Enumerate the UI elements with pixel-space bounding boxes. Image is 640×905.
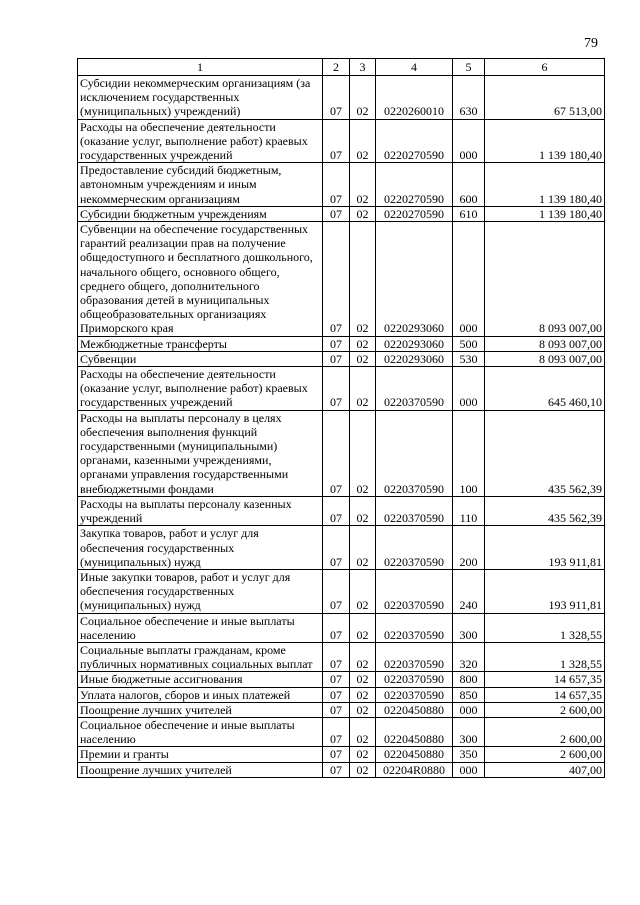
line-item-name: Социальное обеспечение и иные выплаты населению	[78, 717, 323, 746]
table-row	[78, 687, 605, 702]
expense-type-code: 500	[453, 336, 485, 351]
expense-type-code: 610	[453, 206, 485, 221]
target-article-code: 02204R0880	[376, 762, 453, 777]
line-item-name: Предоставление субсидий бюджетным, автономным учреждениям и иным некоммерческим организациям	[78, 163, 323, 207]
amount: 8 093 007,00	[485, 336, 605, 351]
amount: 67 513,00	[485, 76, 605, 120]
table-row	[78, 76, 605, 120]
amount: 193 911,81	[485, 526, 605, 570]
amount: 1 139 180,40	[485, 206, 605, 221]
amount: 193 911,81	[485, 569, 605, 613]
subsection-code: 02	[350, 119, 376, 163]
table-row	[78, 569, 605, 613]
table-row	[78, 496, 605, 525]
subsection-code: 02	[350, 163, 376, 207]
line-item-name: Расходы на обеспечение деятельности (оказание услуг, выполнение работ) краевых государственных учреждений	[78, 119, 323, 163]
section-code: 07	[323, 526, 350, 570]
column-header: 6	[485, 59, 605, 76]
target-article-code: 0220370590	[376, 569, 453, 613]
expense-type-code: 300	[453, 613, 485, 642]
column-header: 2	[323, 59, 350, 76]
line-item-name: Расходы на выплаты персоналу казенных учреждений	[78, 496, 323, 525]
expense-type-code: 000	[453, 119, 485, 163]
table-row	[78, 642, 605, 671]
section-code: 07	[323, 569, 350, 613]
section-code: 07	[323, 76, 350, 120]
section-code: 07	[323, 747, 350, 762]
target-article-code: 0220370590	[376, 613, 453, 642]
subsection-code: 02	[350, 222, 376, 337]
target-article-code: 0220370590	[376, 526, 453, 570]
expense-type-code: 200	[453, 526, 485, 570]
expense-type-code: 630	[453, 76, 485, 120]
section-code: 07	[323, 163, 350, 207]
target-article-code: 0220370590	[376, 642, 453, 671]
target-article-code: 0220293060	[376, 222, 453, 337]
amount: 407,00	[485, 762, 605, 777]
subsection-code: 02	[350, 762, 376, 777]
line-item-name: Поощрение лучших учителей	[78, 702, 323, 717]
target-article-code: 0220270590	[376, 119, 453, 163]
line-item-name: Субсидии бюджетным учреждениям	[78, 206, 323, 221]
table-row	[78, 119, 605, 163]
table-row	[78, 672, 605, 687]
amount: 14 657,35	[485, 687, 605, 702]
expense-type-code: 600	[453, 163, 485, 207]
table-row	[78, 367, 605, 411]
section-code: 07	[323, 717, 350, 746]
expense-type-code: 240	[453, 569, 485, 613]
subsection-code: 02	[350, 613, 376, 642]
page-number: 79	[584, 36, 598, 51]
line-item-name: Иные бюджетные ассигнования	[78, 672, 323, 687]
line-item-name: Закупка товаров, работ и услуг для обеспечения государственных (муниципальных) нужд	[78, 526, 323, 570]
expense-type-code: 300	[453, 717, 485, 746]
subsection-code: 02	[350, 496, 376, 525]
section-code: 07	[323, 410, 350, 496]
table-row	[78, 747, 605, 762]
expense-type-code: 000	[453, 762, 485, 777]
table-row	[78, 336, 605, 351]
target-article-code: 0220370590	[376, 687, 453, 702]
column-header: 5	[453, 59, 485, 76]
target-article-code: 0220370590	[376, 496, 453, 525]
expense-type-code: 800	[453, 672, 485, 687]
expense-type-code: 320	[453, 642, 485, 671]
subsection-code: 02	[350, 336, 376, 351]
target-article-code: 0220370590	[376, 410, 453, 496]
line-item-name: Премии и гранты	[78, 747, 323, 762]
section-code: 07	[323, 762, 350, 777]
subsection-code: 02	[350, 367, 376, 411]
target-article-code: 0220293060	[376, 351, 453, 366]
amount: 1 139 180,40	[485, 163, 605, 207]
section-code: 07	[323, 702, 350, 717]
line-item-name: Иные закупки товаров, работ и услуг для обеспечения государственных (муниципальных) нужд	[78, 569, 323, 613]
section-code: 07	[323, 206, 350, 221]
amount: 8 093 007,00	[485, 222, 605, 337]
subsection-code: 02	[350, 206, 376, 221]
target-article-code: 0220450880	[376, 747, 453, 762]
table-row	[78, 762, 605, 777]
header-row	[78, 59, 605, 76]
table-row	[78, 163, 605, 207]
table-body	[78, 76, 605, 778]
subsection-code: 02	[350, 717, 376, 746]
table-row	[78, 410, 605, 496]
amount: 1 328,55	[485, 642, 605, 671]
section-code: 07	[323, 613, 350, 642]
target-article-code: 0220293060	[376, 336, 453, 351]
table-row	[78, 222, 605, 337]
section-code: 07	[323, 336, 350, 351]
column-header: 1	[78, 59, 323, 76]
subsection-code: 02	[350, 526, 376, 570]
amount: 1 328,55	[485, 613, 605, 642]
line-item-name: Субсидии некоммерческим организациям (за исключением государственных (муниципальных) учреждений)	[78, 76, 323, 120]
subsection-code: 02	[350, 351, 376, 366]
section-code: 07	[323, 672, 350, 687]
section-code: 07	[323, 351, 350, 366]
table-row	[78, 526, 605, 570]
target-article-code: 0220270590	[376, 163, 453, 207]
expense-type-code: 350	[453, 747, 485, 762]
line-item-name: Уплата налогов, сборов и иных платежей	[78, 687, 323, 702]
subsection-code: 02	[350, 642, 376, 671]
line-item-name: Субвенции	[78, 351, 323, 366]
table-row	[78, 717, 605, 746]
subsection-code: 02	[350, 687, 376, 702]
section-code: 07	[323, 222, 350, 337]
target-article-code: 0220260010	[376, 76, 453, 120]
amount: 8 093 007,00	[485, 351, 605, 366]
subsection-code: 02	[350, 76, 376, 120]
table-row	[78, 206, 605, 221]
amount: 14 657,35	[485, 672, 605, 687]
table-row	[78, 613, 605, 642]
expense-type-code: 100	[453, 410, 485, 496]
expense-type-code: 850	[453, 687, 485, 702]
section-code: 07	[323, 496, 350, 525]
section-code: 07	[323, 119, 350, 163]
amount: 2 600,00	[485, 747, 605, 762]
section-code: 07	[323, 642, 350, 671]
amount: 435 562,39	[485, 496, 605, 525]
line-item-name: Расходы на обеспечение деятельности (оказание услуг, выполнение работ) краевых государственных учреждений	[78, 367, 323, 411]
line-item-name: Расходы на выплаты персоналу в целях обеспечения выполнения функций государственными (муниципальными) органами, казенными учреждениями, органами управления государственными внебюджетными фондами	[78, 410, 323, 496]
target-article-code: 0220450880	[376, 702, 453, 717]
subsection-code: 02	[350, 702, 376, 717]
line-item-name: Межбюджетные трансферты	[78, 336, 323, 351]
line-item-name: Социальные выплаты гражданам, кроме публичных нормативных социальных выплат	[78, 642, 323, 671]
amount: 435 562,39	[485, 410, 605, 496]
subsection-code: 02	[350, 672, 376, 687]
column-header: 3	[350, 59, 376, 76]
expense-type-code: 530	[453, 351, 485, 366]
column-header: 4	[376, 59, 453, 76]
amount: 2 600,00	[485, 717, 605, 746]
expense-type-code: 000	[453, 367, 485, 411]
subsection-code: 02	[350, 569, 376, 613]
line-item-name: Субвенции на обеспечение государственных гарантий реализации прав на получение общедоступного и бесплатного дошкольного, начального общего, основного общего, среднего общего, дополнительного образования детей в муниципальных общеобразовательных организациях Приморского края	[78, 222, 323, 337]
target-article-code: 0220450880	[376, 717, 453, 746]
expense-type-code: 000	[453, 222, 485, 337]
amount: 2 600,00	[485, 702, 605, 717]
table-row	[78, 702, 605, 717]
section-code: 07	[323, 687, 350, 702]
subsection-code: 02	[350, 747, 376, 762]
table-row	[78, 351, 605, 366]
target-article-code: 0220370590	[376, 367, 453, 411]
line-item-name: Социальное обеспечение и иные выплаты населению	[78, 613, 323, 642]
expense-type-code: 000	[453, 702, 485, 717]
section-code: 07	[323, 367, 350, 411]
target-article-code: 0220270590	[376, 206, 453, 221]
amount: 645 460,10	[485, 367, 605, 411]
line-item-name: Поощрение лучших учителей	[78, 762, 323, 777]
expense-type-code: 110	[453, 496, 485, 525]
budget-table	[77, 58, 605, 778]
amount: 1 139 180,40	[485, 119, 605, 163]
subsection-code: 02	[350, 410, 376, 496]
target-article-code: 0220370590	[376, 672, 453, 687]
